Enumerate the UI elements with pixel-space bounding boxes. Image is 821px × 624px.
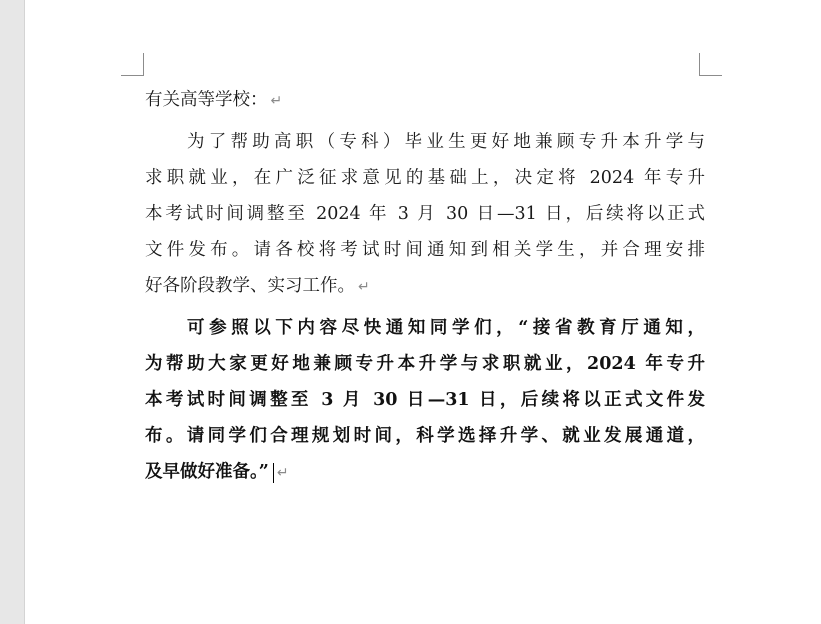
text-line: 为帮助大家更好地兼顾专升本升学与求职就业，2024 年专升 (145, 354, 705, 374)
text-line: 可参照以下内容尽快通知同学们，“接省教育厅通知， (187, 318, 705, 338)
text-line: 布。请同学们合理规划时间，科学选择升学、就业发展通道， (145, 426, 705, 446)
text-line: 本考试时间调整至 3 月 30 日—31 日，后续将以正式文件发 (145, 390, 705, 410)
top-right-margin-marker (699, 53, 722, 76)
body-paragraph-1 (145, 124, 705, 304)
document-body[interactable] (145, 82, 705, 490)
line-text: 好各阶段教学、实习工作。 (145, 276, 355, 296)
line-text: 及早做好准备。” (145, 462, 269, 482)
text-line (145, 454, 705, 490)
text-line: 本考试时间调整至 2024 年 3 月 30 日—31 日，后续将以正式 (145, 204, 705, 224)
text-cursor (273, 463, 274, 483)
document-page (24, 0, 821, 624)
text-line: 文件发布。请各校将考试时间通知到相关学生，并合理安排 (145, 240, 705, 260)
top-left-margin-marker (121, 53, 144, 76)
salutation-paragraph (145, 82, 705, 118)
paragraph-mark-icon: ↵ (276, 465, 289, 481)
salutation-text: 有关高等学校： (145, 90, 268, 110)
paragraph-mark-icon: ↵ (270, 93, 283, 109)
body-paragraph-2 (145, 310, 705, 490)
paragraph-mark-icon: ↵ (358, 279, 370, 295)
text-line (145, 268, 705, 304)
text-line: 为了帮助高职（专科）毕业生更好地兼顾专升本升学与 (187, 132, 705, 152)
text-line: 求职就业，在广泛征求意见的基础上，决定将 2024 年专升 (145, 168, 705, 188)
text-line (145, 82, 705, 118)
